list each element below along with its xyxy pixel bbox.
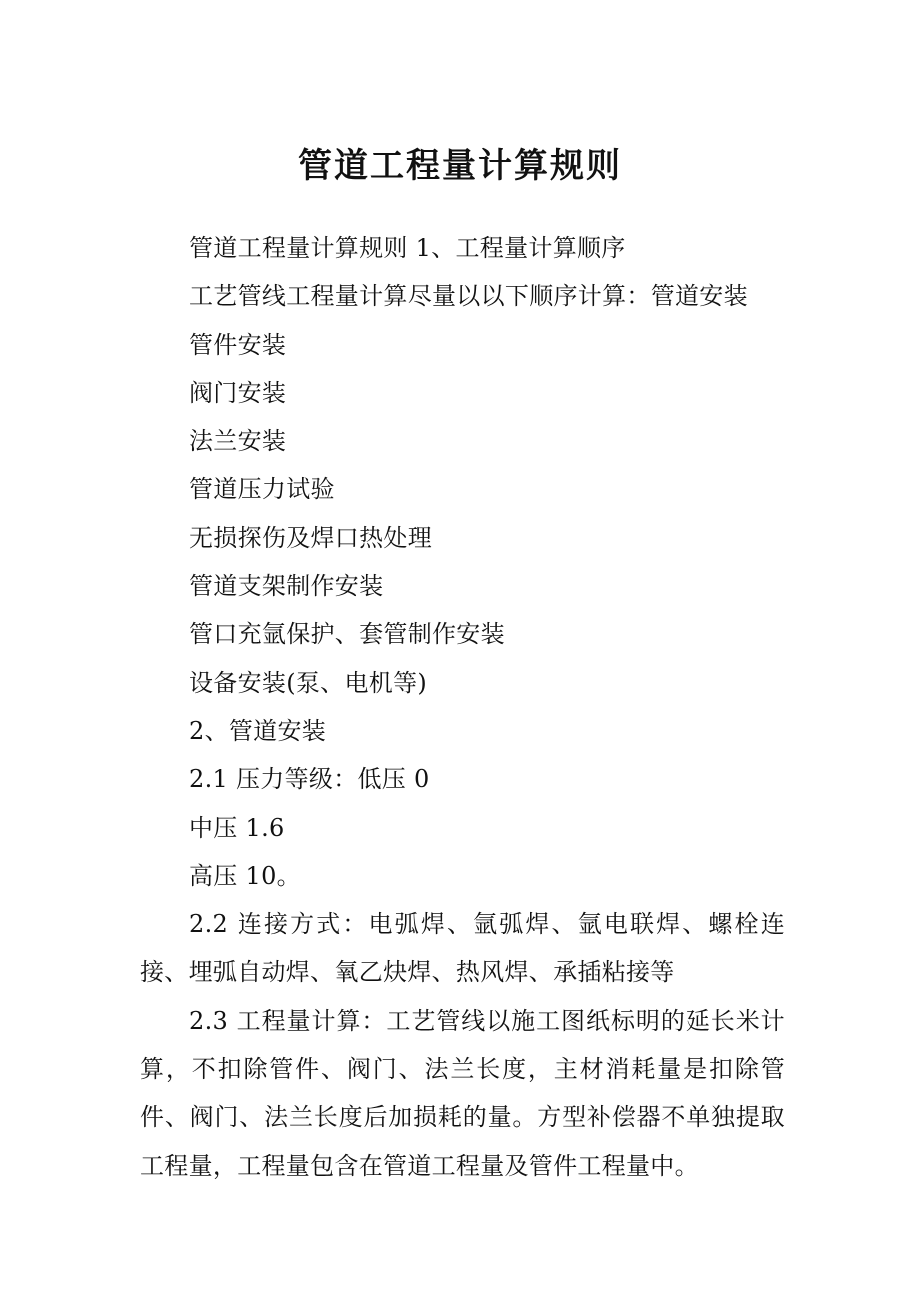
document-body	[140, 224, 785, 1190]
paragraph-7: 无损探伤及焊口热处理	[189, 523, 432, 552]
paragraph-14: 高压 10。	[189, 861, 301, 890]
paragraph-11: 2、管道安装	[189, 716, 327, 745]
paragraph-5: 法兰安装	[189, 427, 287, 456]
document-title: 管道工程量计算规则	[298, 146, 622, 186]
paragraph-9: 管口充氩保护、套管制作安装	[189, 620, 505, 649]
paragraph-1: 管道工程量计算规则 1、工程量计算顺序	[189, 234, 626, 262]
paragraph-8: 管道支架制作安装	[189, 572, 384, 601]
paragraph-12: 2.1 压力等级：低压 0	[189, 765, 430, 794]
paragraph-16: 2.3 工程量计算：工艺管线以施工图纸标明的延长米计算，不扣除管件、阀门、法兰长度，主材消耗量是扣除管件、阀门、法兰长度后加损耗的量。方型补偿器不单独提取工程量，工程量包含在管道工程量及管件工程量中。	[140, 1006, 785, 1180]
paragraph-4: 阀门安装	[189, 378, 287, 407]
paragraph-10: 设备安装(泵、电机等)	[189, 668, 428, 697]
paragraph-13: 中压 1.6	[189, 813, 285, 842]
paragraph-15: 2.2 连接方式：电弧焊、氩弧焊、氩电联焊、螺栓连接、埋弧自动焊、氧乙炔焊、热风焊、承插粘接等	[140, 910, 785, 987]
paragraph-2: 工艺管线工程量计算尽量以以下顺序计算：管道安装	[189, 282, 748, 311]
paragraph-6: 管道压力试验	[189, 475, 335, 504]
paragraph-3: 管件安装	[189, 330, 287, 359]
